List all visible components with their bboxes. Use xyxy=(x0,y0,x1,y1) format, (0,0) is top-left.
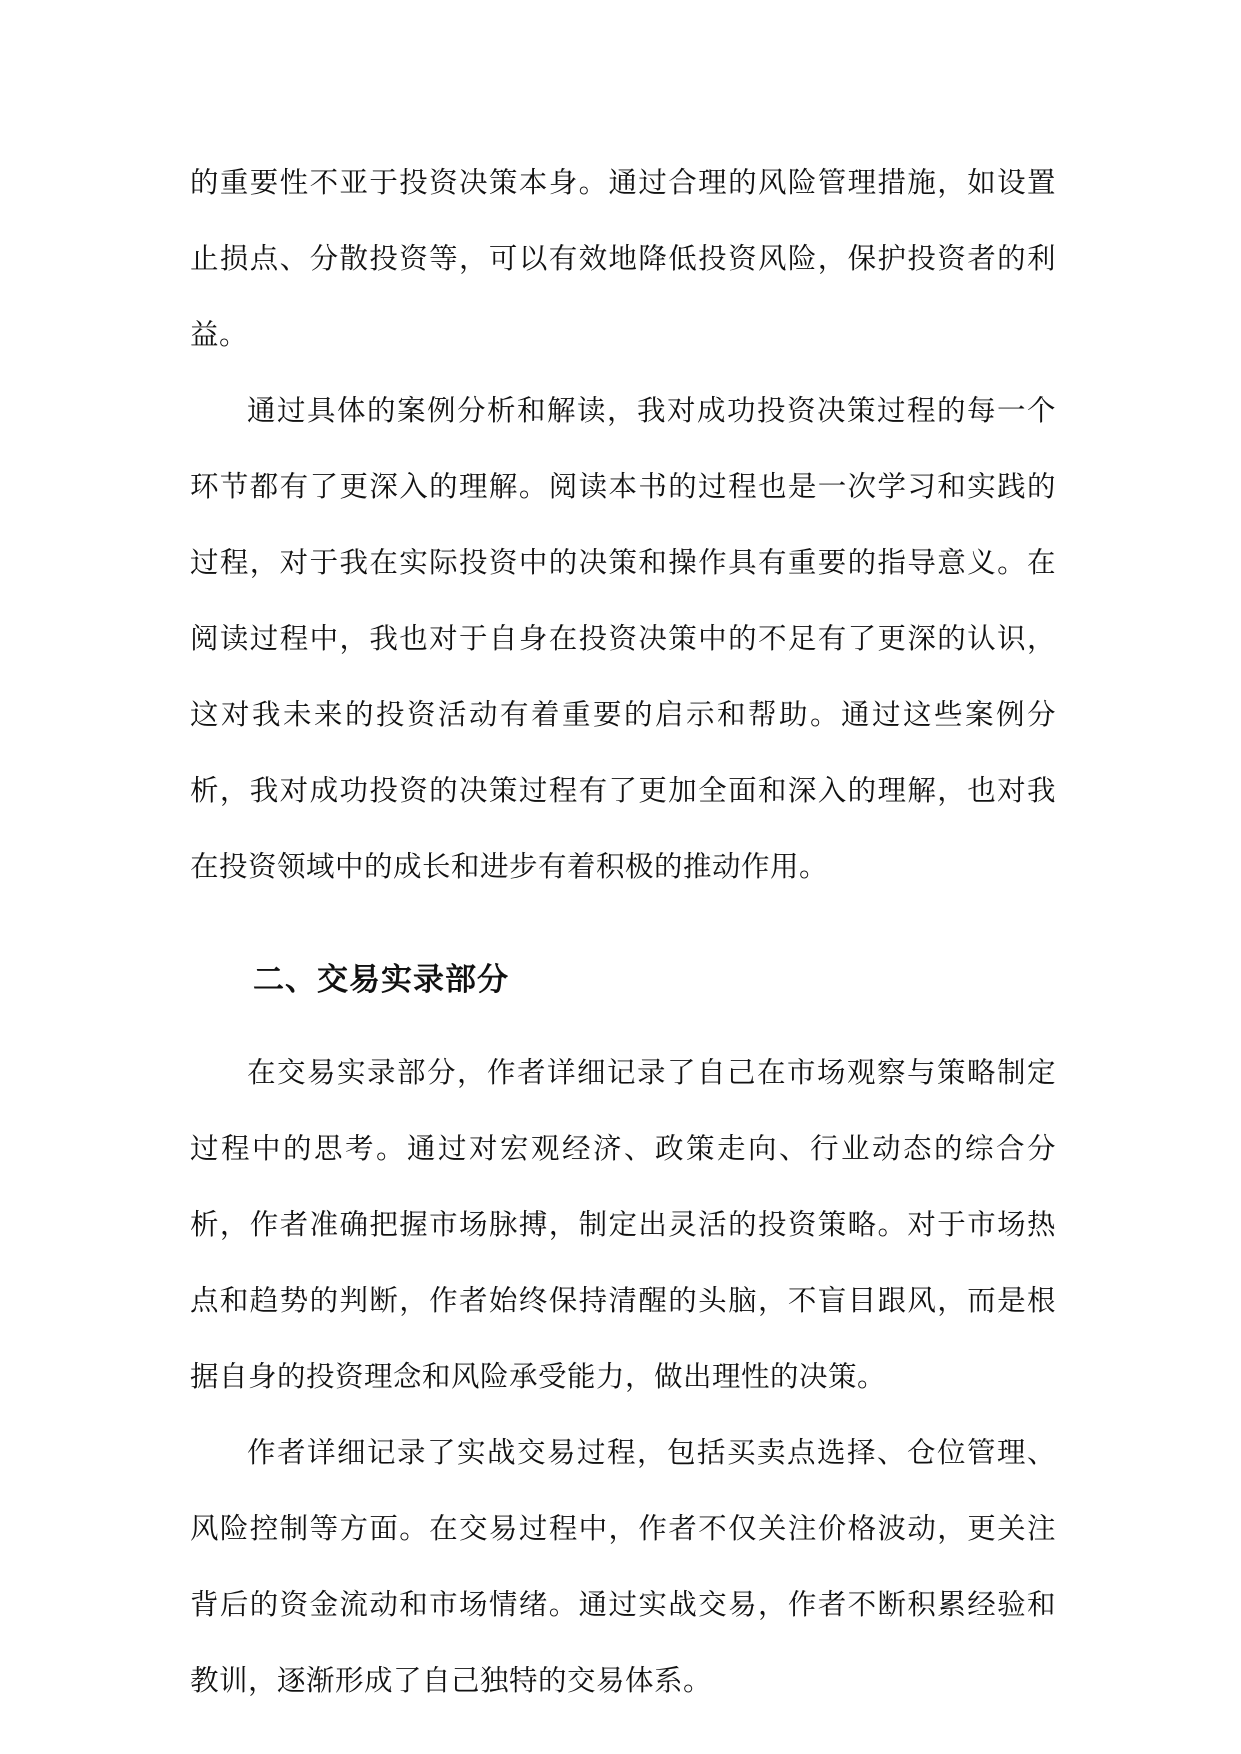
paragraph-trading-process: 作者详细记录了实战交易过程，包括买卖点选择、仓位管理、风险控制等方面。在交易过程中，作者不仅关注价格波动，更关注背后的资金流动和市场情绪。通过实战交易，作者不断积累经验和教训，逐渐形成了自己独特的交易体系。 xyxy=(190,1436,1056,1697)
paragraph-market-observation: 在交易实录部分，作者详细记录了自己在市场观察与策略制定过程中的思考。通过对宏观经济、政策走向、行业动态的综合分析，作者准确把握市场脉搏，制定出灵活的投资策略。对于市场热点和趋势的判断，作者始终保持清醒的头脑，不盲目跟风，而是根据自身的投资理念和风险承受能力，做出理性的决策。 xyxy=(190,1056,1056,1393)
paragraph-risk-management: 的重要性不亚于投资决策本身。通过合理的风险管理措施，如设置止损点、分散投资等，可以有效地降低投资风险，保护投资者的利益。 xyxy=(190,166,1056,351)
paragraph-case-analysis: 通过具体的案例分析和解读，我对成功投资决策过程的每一个环节都有了更深入的理解。阅读本书的过程也是一次学习和实践的过程，对于我在实际投资中的决策和操作具有重要的指导意义。在阅读过程中，我也对于自身在投资决策中的不足有了更深的认识，这对我未来的投资活动有着重要的启示和帮助。通过这些案例分析，我对成功投资的决策过程有了更加全面和深入的理解，也对我在投资领域中的成长和进步有着积极的推动作用。 xyxy=(190,394,1056,883)
document-body xyxy=(190,145,1056,1719)
section-heading: 二、交易实录部分 xyxy=(253,962,509,998)
